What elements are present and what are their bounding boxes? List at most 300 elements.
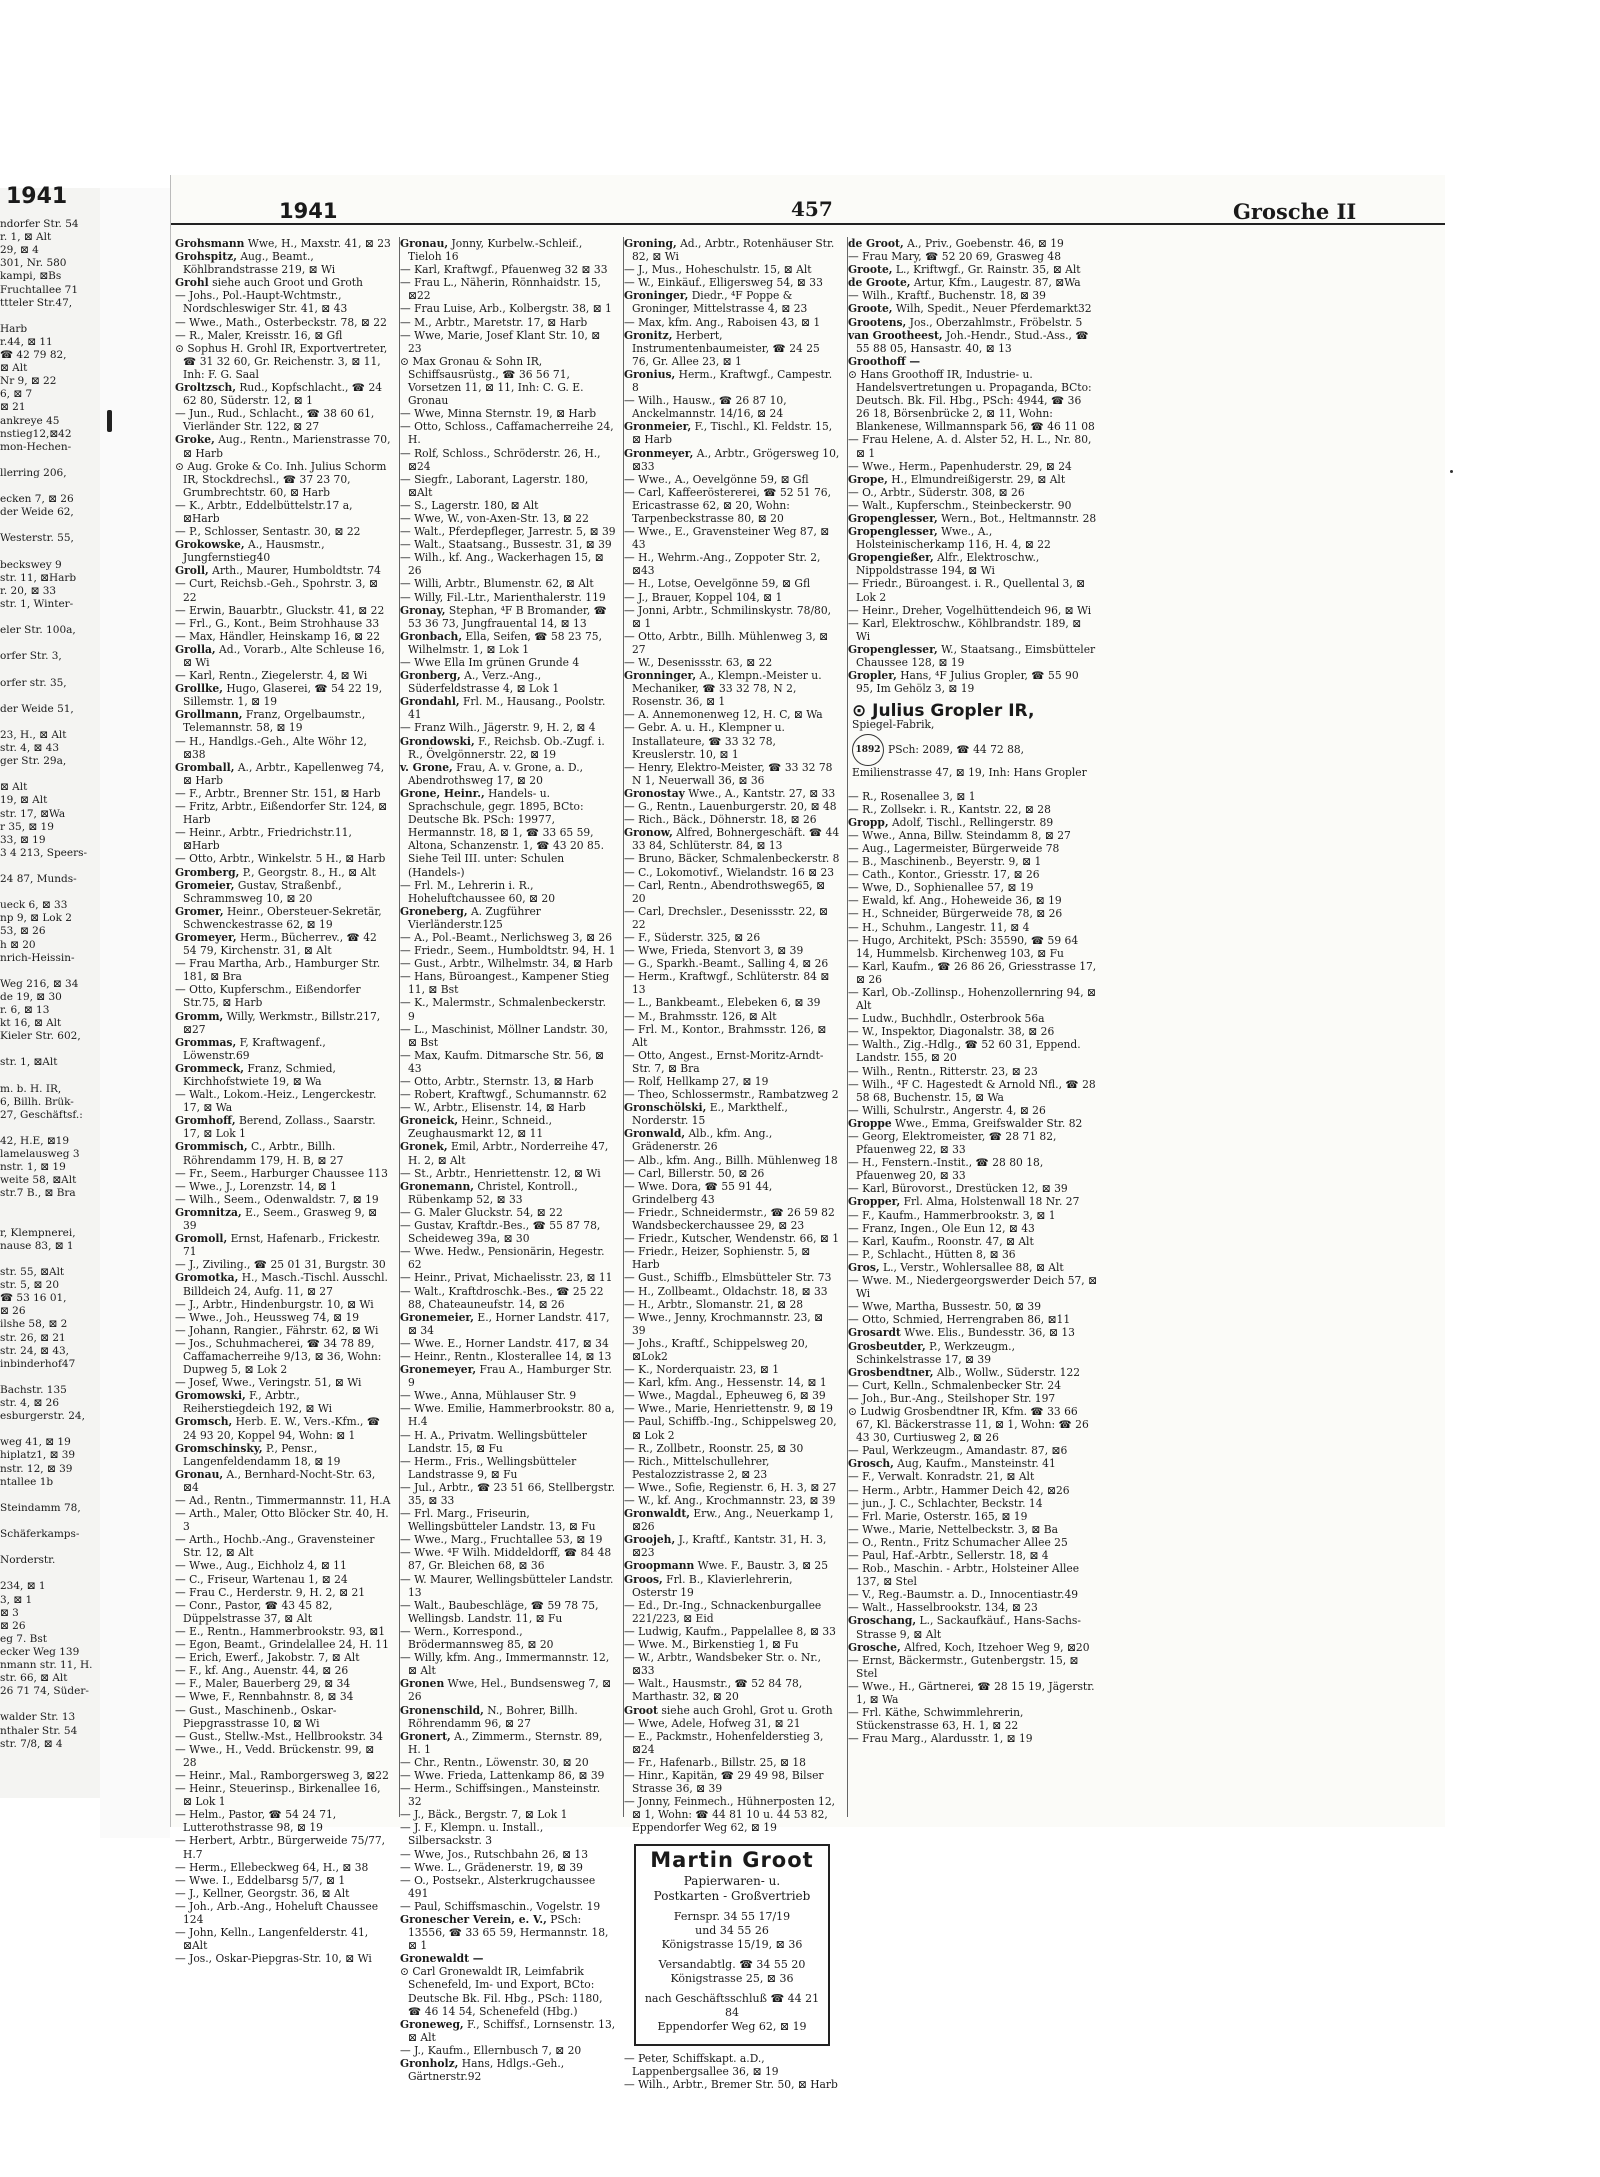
entry-text: — Fritz, Arbtr., Eißendorfer Str. 124, ⊠ Harb: [175, 800, 388, 827]
entry-text: — Wilh., kf. Ang., Wackerhagen 15, ⊠ 26: [400, 551, 604, 578]
directory-entry: [400, 590, 616, 604]
directory-entry: [848, 1208, 1098, 1222]
directory-entry: [624, 1048, 840, 1075]
previous-page-line: str. 11, ⊠Harb: [0, 571, 77, 584]
entry-text: Aug., Rentn., Marienstrasse 70, ⊠ Harb: [183, 433, 391, 460]
entry-text: Hans, Hdlgs.-Geh., Gärtnerstr.92: [408, 2057, 565, 2084]
directory-entry: [848, 525, 1098, 552]
directory-entry: [400, 1913, 616, 1953]
entry-text: — Arth., Hochb.-Ang., Gravensteiner Str. 12, ⊠ Alt: [175, 1533, 375, 1560]
entry-text: — Wwe., H., Gärtnerei, ☎ 28 15 19, Jägerstr. 1, ⊠ Wa: [848, 1679, 1095, 1707]
entry-text: — R., Zollbetr., Roonstr. 25, ⊠ 30: [624, 1441, 804, 1455]
entry-surname: Groning,: [624, 237, 677, 250]
entry-text: Herb. E. W., Vers.-Kfm., ☎ 24 93 20, Koppel 94, Wohn: ⊠ 1: [183, 1415, 381, 1442]
entry-text: — H., Handlgs.-Geh., Alte Wöhr 12, ⊠38: [175, 734, 367, 761]
previous-page-line: weg 41, ⊠ 19: [0, 1436, 71, 1449]
entry-surname: Gronemann,: [400, 1179, 474, 1193]
entry-text: — Wwe. E., Horner Landstr. 417, ⊠ 34: [400, 1336, 609, 1350]
previous-page-line: 26 71 74, Süder-: [0, 1685, 89, 1698]
directory-entry: [624, 878, 840, 905]
entry-text: Emil, Arbtr., Norderreihe 47, H. 2, ⊠ Alt: [408, 1140, 609, 1167]
entry-text: — Wwe., A., Oevelgönne 59, ⊠ Gfl: [624, 472, 809, 486]
entry-text: — Johs., Pol.-Haupt-Wchtmstr., Nordschleswiger Str. 41, ⊠ 43: [175, 289, 348, 316]
entry-text: ⊙ Sophus H. Grohl IR, Exportvertreter, ☎ 31 32 60, Gr. Reichenstr. 3, ⊠ 11, Inh: F. G. Saal: [175, 341, 388, 381]
directory-entry: [624, 276, 840, 290]
ad-line: Versandabtlg. ☎ 34 55 20: [658, 1957, 806, 1971]
previous-page-line: ankreye 45: [0, 414, 60, 427]
directory-entry: [400, 1965, 616, 2018]
directory-entry: [175, 1952, 391, 1966]
column-1: [175, 237, 391, 1966]
directory-entry: [848, 642, 1098, 669]
previous-page-line: r. 20, ⊠ 33: [0, 584, 57, 597]
entry-text: — Friedr., Büroangest. i. R., Quellental 3, ⊠ Lok 2: [848, 577, 1086, 604]
directory-entry: [175, 1323, 391, 1337]
entry-text: — A. Annemonenweg 12, H. C, ⊠ Wa: [624, 708, 823, 722]
directory-entry: [175, 289, 391, 316]
directory-entry: [175, 1624, 391, 1638]
entry-text: — Wwe., Magdal., Epheuweg 6, ⊠ 39: [624, 1389, 826, 1403]
directory-entry: [848, 1247, 1098, 1261]
directory-entry: [400, 407, 616, 421]
entry-text: — Erich, Ewerf., Jakobstr. 7, ⊠ Alt: [175, 1651, 360, 1665]
entry-text: E., Seem., Grasweg 9, ⊠ 39: [183, 1205, 378, 1233]
directory-entry: [400, 1480, 616, 1507]
directory-entry: [848, 603, 1098, 617]
entry-text: Heinr., Schneid., Zeughausmarkt 12, ⊠ 11: [408, 1114, 553, 1141]
entry-text: Wwe, H., Maxstr. 41, ⊠ 23: [244, 237, 391, 250]
directory-entry: [400, 629, 616, 656]
directory-entry: [175, 1415, 391, 1442]
directory-entry: [400, 551, 616, 578]
entry-text: — F., Arbtr., Brenner Str. 151, ⊠ Harb: [175, 786, 381, 800]
previous-page-line: str. 17, ⊠Wa: [0, 807, 66, 820]
entry-text: Gustav, Straßenbf., Schrammsweg 10, ⊠ 20: [183, 878, 342, 905]
previous-page-line: nstieg12,⊠42: [0, 427, 72, 440]
entry-text: H., Masch.-Tischl. Ausschl. Billdeich 24, Aufg. 11, ⊠ 27: [183, 1271, 388, 1298]
directory-entry: [175, 1664, 391, 1678]
previous-page-line: eg 7. Bst: [0, 1632, 47, 1645]
entry-surname: Grommas,: [175, 1035, 237, 1049]
directory-entry: [175, 341, 391, 381]
entry-text: — Herm., Kraftwgf., Schlüterstr. 84 ⊠ 13: [624, 970, 830, 997]
directory-entry: [848, 1103, 1098, 1117]
directory-entry: [624, 1297, 840, 1311]
directory-entry: [848, 498, 1098, 512]
entry-surname: Gronert,: [400, 1729, 451, 1743]
directory-entry: [400, 930, 616, 944]
entry-text: Wwe. F., Baustr. 3, ⊠ 25: [694, 1559, 829, 1573]
entry-text: — O., Postsekr., Alsterkrugchaussee 491: [400, 1873, 596, 1900]
directory-entry: [400, 669, 616, 696]
previous-page-line: r. 6, ⊠ 13: [0, 1004, 50, 1016]
directory-entry: [624, 786, 840, 800]
directory-entry: [848, 933, 1098, 960]
entry-text: A., Hausmstr., Jungfernstieg40: [183, 538, 325, 565]
directory-entry: [175, 1205, 391, 1233]
entry-text: — Wern., Korrespond., Brödermannsweg 85, ⊠ 20: [400, 1624, 554, 1652]
previous-page-line: nrich-Heissin-: [0, 951, 75, 964]
entry-text: — Walt., Staatsang., Bussestr. 31, ⊠ 39: [400, 538, 612, 552]
entry-text: — Herm., Arbtr., Hammer Deich 42, ⊠26: [848, 1483, 1070, 1497]
directory-entry: [624, 1559, 840, 1573]
directory-entry: [624, 1454, 840, 1481]
entry-text: — Karl, kfm. Ang., Hessenstr. 14, ⊠ 1: [624, 1376, 827, 1390]
entry-text: — M., Brahmsstr. 126, ⊠ Alt: [624, 1009, 777, 1023]
directory-entry: [175, 1651, 391, 1665]
directory-entry: [400, 1022, 616, 1049]
column-2: [399, 237, 616, 2084]
previous-page-line: str. 4, ⊠ 26: [0, 1397, 60, 1409]
entry-surname: Groneberg,: [400, 904, 468, 918]
entry-surname: Gromer,: [175, 904, 224, 918]
entry-surname: Grootens,: [848, 315, 907, 329]
entry-text: — R., Maler, Kreisstr. 16, ⊠ Gfl: [175, 328, 343, 342]
entry-text: Herbert, Instrumentenbaumeister, ☎ 24 25 76, Gr. Allee 23, ⊠ 1: [632, 328, 820, 368]
entry-text: — Georg, Elektromeister, ☎ 28 71 82, Pfauenweg 22, ⊠ 33: [848, 1130, 1057, 1157]
directory-entry: [848, 1483, 1098, 1497]
entry-text: P., Georgstr. 8., H., ⊠ Alt: [239, 865, 376, 879]
directory-entry: [175, 1638, 391, 1652]
entry-surname: Gronwald,: [624, 1127, 686, 1141]
entry-text: — O., Arbtr., Süderstr. 308, ⊠ 26: [848, 485, 1025, 499]
entry-text: — Wwe., Anna, Billw. Steindamm 8, ⊠ 27: [848, 828, 1071, 842]
entry-text: — Rich., Bäck., Döhnerstr. 18, ⊠ 26: [624, 813, 817, 827]
directory-entry: [400, 2057, 616, 2084]
entry-text: — Ewald, kf. Ang., Hoheweide 36, ⊠ 19: [848, 894, 1062, 908]
entry-text: Jos., Oberzahlmstr., Fröbelstr. 5: [906, 315, 1083, 329]
previous-page-line: esburgerstr. 24,: [0, 1410, 85, 1423]
entry-text: — Wwe, Frieda, Stenvort 3, ⊠ 39: [624, 944, 804, 958]
previous-page-line: Weg 216, ⊠ 34: [0, 977, 79, 990]
directory-entry: [400, 1847, 616, 1861]
entry-text: — G., Rentn., Lauenburgerstr. 20, ⊠ 48: [624, 800, 837, 814]
previous-page-line: 3 4 213, Speers-: [0, 846, 88, 859]
directory-entry: [175, 1376, 391, 1390]
directory-entry: [848, 1326, 1098, 1340]
directory-entry: [175, 708, 391, 735]
entry-text: — H., Wehrm.-Ang., Zoppoter Str. 2, ⊠43: [624, 551, 821, 578]
entry-surname: Gronholz,: [400, 2057, 459, 2071]
entry-surname: Gromhoff,: [175, 1114, 236, 1128]
directory-entry: [175, 1572, 391, 1586]
entry-surname: de Groote,: [848, 276, 911, 290]
entry-text: — Friedr., Kutscher, Wendenstr. 66, ⊠ 1: [624, 1232, 840, 1246]
entry-text: — Otto, Schloss., Caffamacherreihe 24, H.: [400, 420, 614, 447]
previous-page-line: m. b. H. IR,: [0, 1082, 62, 1095]
entry-text: — Wwe., Aug., Eichholz 4, ⊠ 11: [175, 1559, 347, 1573]
directory-entry: [175, 1310, 391, 1324]
entry-surname: v. Grone,: [400, 760, 453, 774]
entry-text: — Karl, Kaufm., Roonstr. 47, ⊠ Alt: [848, 1234, 1034, 1248]
entry-surname: Gropenglesser,: [848, 642, 938, 656]
entry-text: — M., Arbtr., Maretstr. 17, ⊠ Harb: [400, 315, 588, 329]
directory-entry: [400, 1179, 616, 1206]
directory-entry: [175, 1677, 391, 1691]
directory-entry: [624, 1755, 840, 1769]
previous-page-line: str. 26, ⊠ 21: [0, 1331, 66, 1344]
entry-text: — G. Maler Gluckstr. 54, ⊠ 22: [400, 1205, 563, 1219]
previous-page-line: Norderstr.: [0, 1554, 56, 1567]
directory-entry: [624, 1598, 840, 1625]
entry-text: — Carl, Drechsler., Desenissstr. 22, ⊠ 22: [624, 904, 829, 931]
entry-text: — Wwe., Jenny, Krochmannstr. 23, ⊠ 39: [624, 1310, 824, 1337]
entry-text: — Walt., Hausmstr., ☎ 52 84 78, Marthastr. 32, ⊠ 20: [624, 1677, 803, 1704]
previous-page-line: str. 7/8, ⊠ 4: [0, 1737, 63, 1750]
entry-text: — Friedr., Schneidermstr., ☎ 26 59 82 Wandsbeckerchaussee 29, ⊠ 23: [624, 1205, 835, 1233]
previous-page-line: str.7 B., ⊠ Bra: [0, 1187, 76, 1200]
directory-entry: [624, 1533, 840, 1560]
entry-text: J., Kraftf., Kantstr. 31, H. 3, ⊠23: [632, 1533, 827, 1560]
entry-text: Diedr., ⁴F Poppe & Groninger, Mittelstrasse 4, ⊠ 23: [632, 289, 808, 316]
entry-text: A., Zimmerm., Sternstr. 89, H. 1: [408, 1729, 603, 1756]
directory-entry: [175, 865, 391, 879]
directory-entry: [400, 760, 616, 787]
entry-text: — Walt., Pferdepfleger, Jarrestr. 5, ⊠ 39: [400, 525, 616, 539]
directory-entry: [624, 800, 840, 814]
column-4: [847, 237, 1098, 1817]
binding-mark: [107, 410, 112, 432]
directory-entry: [175, 1232, 391, 1259]
entry-surname: Grolla,: [175, 642, 216, 656]
entry-text: — J., Kaufm., Ellernbusch 7, ⊠ 20: [400, 2043, 582, 2057]
ad-line: Königstrasse 15/19, ⊠ 36: [661, 1937, 803, 1951]
entry-text: — W., Arbtr., Elisenstr. 14, ⊠ Harb: [400, 1101, 586, 1115]
entry-text: ⊙ Hans Groothoff IR, Industrie- u. Handelsvertretungen u. Propaganda, BCto: Deutsch. Bk. Fil. Hbg., PSch: 4944, ☎ 36 26 18, Börsenbrücke 2, ⊠ 11, Wohn: Blankenese, Willmannspark 56, ☎ 46 11 08: [848, 367, 1095, 434]
directory-entry: [175, 1441, 391, 1468]
entry-text: — Otto, Arbtr., Sternstr. 13, ⊠ Harb: [400, 1075, 594, 1088]
ad-line: und 34 55 26: [695, 1923, 769, 1937]
entry-text: — Frl. Käthe, Schwimmlehrerin, Stückenstrasse 63, H. 1, ⊠ 22: [848, 1706, 1024, 1733]
directory-entry: [175, 1467, 391, 1494]
entry-text: E., Markthelf., Norderstr. 15: [632, 1101, 788, 1128]
directory-entry: [175, 1768, 391, 1782]
directory-entry: [175, 1192, 391, 1206]
directory-entry: [848, 551, 1098, 578]
directory-entry: [400, 302, 616, 316]
entry-text: — Wwe., Marie, Nettelbeckstr. 3, ⊠ Ba: [848, 1522, 1059, 1536]
entry-text: — Walth., Zig.-Hdlg., ☎ 52 60 31, Eppend. Landstr. 155, ⊠ 20: [848, 1038, 1081, 1065]
directory-entry: [400, 1768, 616, 1782]
entry-text: — E., Rentn., Hammerbrookstr. 93, ⊠1: [175, 1624, 386, 1638]
directory-entry: [400, 1860, 616, 1874]
previous-page-year: 1941: [6, 184, 68, 209]
entry-text: — Ed., Dr.-Ing., Schnackenburgallee 221/223, ⊠ Eid: [624, 1598, 822, 1625]
entry-text: A., Klempn.-Meister u. Mechaniker, ☎ 33 32 78, N 2, Rosenstr. 36, ⊠ 1: [632, 669, 822, 709]
previous-page-line: nstr. 1, ⊠ 19: [0, 1161, 66, 1174]
directory-entry: [848, 459, 1098, 473]
entry-text: — Heinr., Mal., Ramborgersweg 3, ⊠22: [175, 1768, 389, 1782]
directory-entry: [848, 1614, 1098, 1641]
entry-text: — K., Malermstr., Schmalenbeckerstr. 9: [400, 996, 606, 1023]
entry-text: Herm., Bücherrev., ☎ 42 54 79, Kirchenstr. 31, ⊠ Alt: [183, 930, 377, 958]
directory-entry: [175, 1166, 391, 1180]
directory-entry: [175, 1009, 391, 1036]
directory-entry: [848, 289, 1098, 303]
entry-text: — Willi, Schulrstr., Angerstr. 4, ⊠ 26: [848, 1103, 1046, 1117]
directory-entry: [175, 1926, 391, 1953]
directory-entry: [848, 1549, 1098, 1562]
directory-entry: [848, 1562, 1098, 1589]
directory-entry: [175, 1140, 391, 1167]
entry-text: — F., Süderstr. 325, ⊠ 26: [624, 930, 761, 944]
previous-page-line: der Weide 51,: [0, 702, 74, 715]
entry-text: — Karl, Kraftwgf., Pfauenweg 32 ⊠ 33: [400, 263, 608, 277]
entry-text: — Gustav, Kraftdr.-Bes., ☎ 55 87 78, Scheideweg 39a, ⊠ 30: [400, 1219, 601, 1246]
directory-entry: [400, 996, 616, 1023]
directory-entry: [624, 2077, 840, 2091]
directory-entry: [400, 721, 616, 735]
directory-entry: [175, 433, 391, 460]
directory-entry: [848, 1195, 1098, 1209]
entry-text: — Franz, Ingen., Ole Eun 12, ⊠ 43: [848, 1221, 1035, 1235]
entry-text: — St., Arbtr., Henriettenstr. 12, ⊠ Wi: [400, 1166, 601, 1180]
entry-surname: Grohl: [175, 276, 209, 290]
directory-entry: [400, 1284, 616, 1311]
entry-text: — Wwe, Adele, Hofweg 31, ⊠ 21: [624, 1716, 801, 1730]
directory-entry: [848, 907, 1098, 921]
directory-entry: [400, 1952, 616, 1966]
directory-entry: [175, 800, 391, 827]
directory-entry: [175, 760, 391, 787]
entry-text: — W., kf. Ang., Krochmannstr. 23, ⊠ 39: [624, 1494, 836, 1507]
entry-text: Wilh, Spedit., Neuer Pferdemarkt32: [892, 302, 1092, 316]
entry-text: W., Staatsang., Eimsbütteler Chaussee 128, ⊠ 19: [856, 642, 1096, 669]
entry-surname: Gronay,: [400, 603, 446, 617]
directory-entry: [175, 1271, 391, 1298]
entry-text: — W., Arbtr., Wandsbeker Str. o. Nr., ⊠33: [624, 1651, 822, 1678]
directory-entry: [175, 1808, 391, 1835]
directory-entry: [175, 459, 391, 499]
directory-entry: [848, 815, 1098, 829]
entry-text: L., Verstr., Wohlersallee 88, ⊠ Alt: [879, 1260, 1064, 1274]
entry-text: — Frau Luise, Arb., Kolbergstr. 38, ⊠ 1: [400, 302, 612, 316]
directory-entry: [175, 381, 391, 408]
entry-surname: Groote,: [848, 302, 893, 316]
previous-page-line: r 35, ⊠ 19: [0, 820, 54, 833]
directory-entry: [400, 1873, 616, 1900]
entry-text: — Gust., Maschinenb., Oskar-Piepgrasstrasse 10, ⊠ Wi: [175, 1703, 337, 1730]
directory-entry: [400, 786, 616, 879]
previous-page-line: ☎ 42 79 82,: [0, 349, 67, 361]
previous-page-line: 42, H.E, ⊠19: [0, 1135, 70, 1147]
entry-text: — Friedr., Seem., Humboldtstr. 94, H. 1: [400, 944, 616, 958]
directory-entry: [848, 328, 1098, 355]
entry-text: — Frau Marg., Alardusstr. 1, ⊠ 19: [848, 1732, 1033, 1746]
previous-page-line: ntallee 1b: [0, 1475, 54, 1488]
directory-entry: [400, 1651, 616, 1678]
entry-text: — C., Friseur, Wartenau 1, ⊠ 24: [175, 1572, 348, 1586]
directory-entry: [400, 237, 616, 264]
directory-entry: [400, 944, 616, 958]
header-section: Grosche II: [1233, 199, 1357, 224]
directory-entry: [624, 328, 840, 368]
directory-entry: [848, 894, 1098, 908]
previous-page-line: 6, ⊠ 7: [0, 388, 33, 401]
directory-entry: [624, 1088, 840, 1102]
directory-entry: [400, 538, 616, 552]
entry-text: A., Arbtr., Kapellenweg 74, ⊠ Harb: [183, 760, 385, 787]
entry-text: — Willy, Fil.-Ltr., Marienthalerstr. 119: [400, 590, 606, 604]
directory-entry: [624, 237, 840, 264]
directory-entry: [175, 983, 391, 1010]
entry-text: Wwe. Elis., Bundesstr. 36, ⊠ 13: [900, 1326, 1075, 1340]
directory-entry: [848, 669, 1098, 696]
ad-line: nach Geschäftsschluß ☎ 44 21 84: [644, 1991, 820, 2019]
previous-page-line: r.44, ⊠ 11: [0, 335, 53, 348]
entry-text: — F., Verwalt. Konradstr. 21, ⊠ Alt: [848, 1470, 1035, 1484]
directory-entry: [175, 315, 391, 329]
directory-entry: [624, 1101, 840, 1128]
entry-text: — Wwe., Sofie, Regienstr. 6, H. 3, ⊠ 27: [624, 1480, 837, 1494]
directory-entry: [624, 551, 840, 578]
directory-entry: [848, 367, 1098, 434]
entry-surname: Groot: [624, 1703, 658, 1717]
entry-text: — Johs., Kraftf., Schippelsweg 20, ⊠Lok2: [624, 1336, 809, 1363]
entry-text: Heinr., Obersteuer-Sekretär, Schwenckestrasse 62, ⊠ 19: [183, 904, 382, 931]
entry-surname: Gromoll,: [175, 1232, 228, 1246]
entry-text: — Wwe. M., Niedergeorgswerder Deich 57, ⊠ Wi: [848, 1274, 1098, 1301]
previous-page-line: str. 4, ⊠ 43: [0, 742, 60, 754]
previous-page-line: h ⊠ 20: [0, 938, 36, 951]
directory-entry: [400, 1205, 616, 1219]
entry-surname: Groneick,: [400, 1114, 459, 1128]
entry-surname: de Groot,: [848, 237, 904, 250]
entry-text: — Heinr., Steuerinsp., Birkenallee 16, ⊠ Lok 1: [175, 1782, 381, 1809]
directory-entry: [848, 1339, 1098, 1366]
directory-entry: [624, 446, 840, 473]
directory-entry: [175, 1389, 391, 1416]
entry-text: siehe auch Groot und Groth: [208, 276, 363, 290]
directory-entry: [400, 328, 616, 355]
directory-entry: [624, 1494, 840, 1507]
entry-text: Hans, ⁴F Julius Gropler, ☎ 55 90 95, Im Gehölz 3, ⊠ 19: [856, 669, 1079, 696]
entry-text: Ad., Arbtr., Rotenhäuser Str. 82, ⊠ Wi: [632, 237, 835, 264]
entry-text: Willy, Werkmstr., Billstr.217, ⊠27: [183, 1009, 381, 1036]
entry-text: — Gebr. A. u. H., Klempner u. Installateure, ☎ 33 32 78, Kreuslerstr. 10, ⊠ 1: [624, 721, 785, 761]
entry-text: — Wwe. ⁴F Wilh. Middeldorff, ☎ 84 48 87, Gr. Bleichen 68, ⊠ 36: [400, 1546, 612, 1573]
directory-entry: [624, 669, 840, 709]
directory-entry: [848, 1365, 1098, 1379]
directory-entry: [400, 878, 616, 905]
directory-entry: [175, 1860, 391, 1874]
entry-text: F., Reichsb. Ob.-Zugf. i. R., Övelgönnerstr. 22, ⊠ 19: [408, 734, 605, 761]
entry-text: — Heinr., Dreher, Vogelhüttendeich 96, ⊠ Wi: [848, 603, 1092, 617]
entry-text: — Hans, Büroangest., Kampener Stieg 11, ⊠ Bst: [400, 970, 610, 997]
entry-text: — Hinr., Kapitän, ☎ 29 49 98, Bilser Strasse 36, ⊠ 39: [624, 1768, 824, 1796]
previous-page-line: kt 16, ⊠ Alt: [0, 1017, 62, 1030]
entry-text: — Wwe, Minna Sternstr. 19, ⊠ Harb: [400, 407, 597, 421]
entry-text: — Wilh., Arbtr., Bremer Str. 50, ⊠ Harb: [624, 2077, 838, 2091]
previous-page-line: de 19, ⊠ 30: [0, 990, 62, 1003]
directory-entry: [848, 1038, 1098, 1065]
directory-entry: [848, 1182, 1098, 1196]
directory-entry: [400, 1624, 616, 1652]
directory-entry: [175, 1297, 391, 1311]
directory-entry: [624, 1638, 840, 1652]
directory-entry: [624, 1336, 840, 1363]
directory-entry: [848, 1064, 1098, 1078]
martin-groot-advertisement: [634, 1844, 830, 2045]
entry-text: — Paul, Werkzeugm., Amandastr. 87, ⊠6: [848, 1444, 1068, 1458]
directory-page: [170, 175, 1447, 2091]
entry-surname: Grosbendtner,: [848, 1365, 934, 1379]
entry-surname: Grosch,: [848, 1457, 894, 1471]
directory-entry: [400, 1572, 616, 1599]
previous-page-line: orfer Str. 3,: [0, 650, 62, 663]
directory-entry: [400, 1755, 616, 1769]
entry-text: — Curt, Reichsb.-Geh., Spohrstr. 3, ⊠ 22: [175, 577, 378, 604]
